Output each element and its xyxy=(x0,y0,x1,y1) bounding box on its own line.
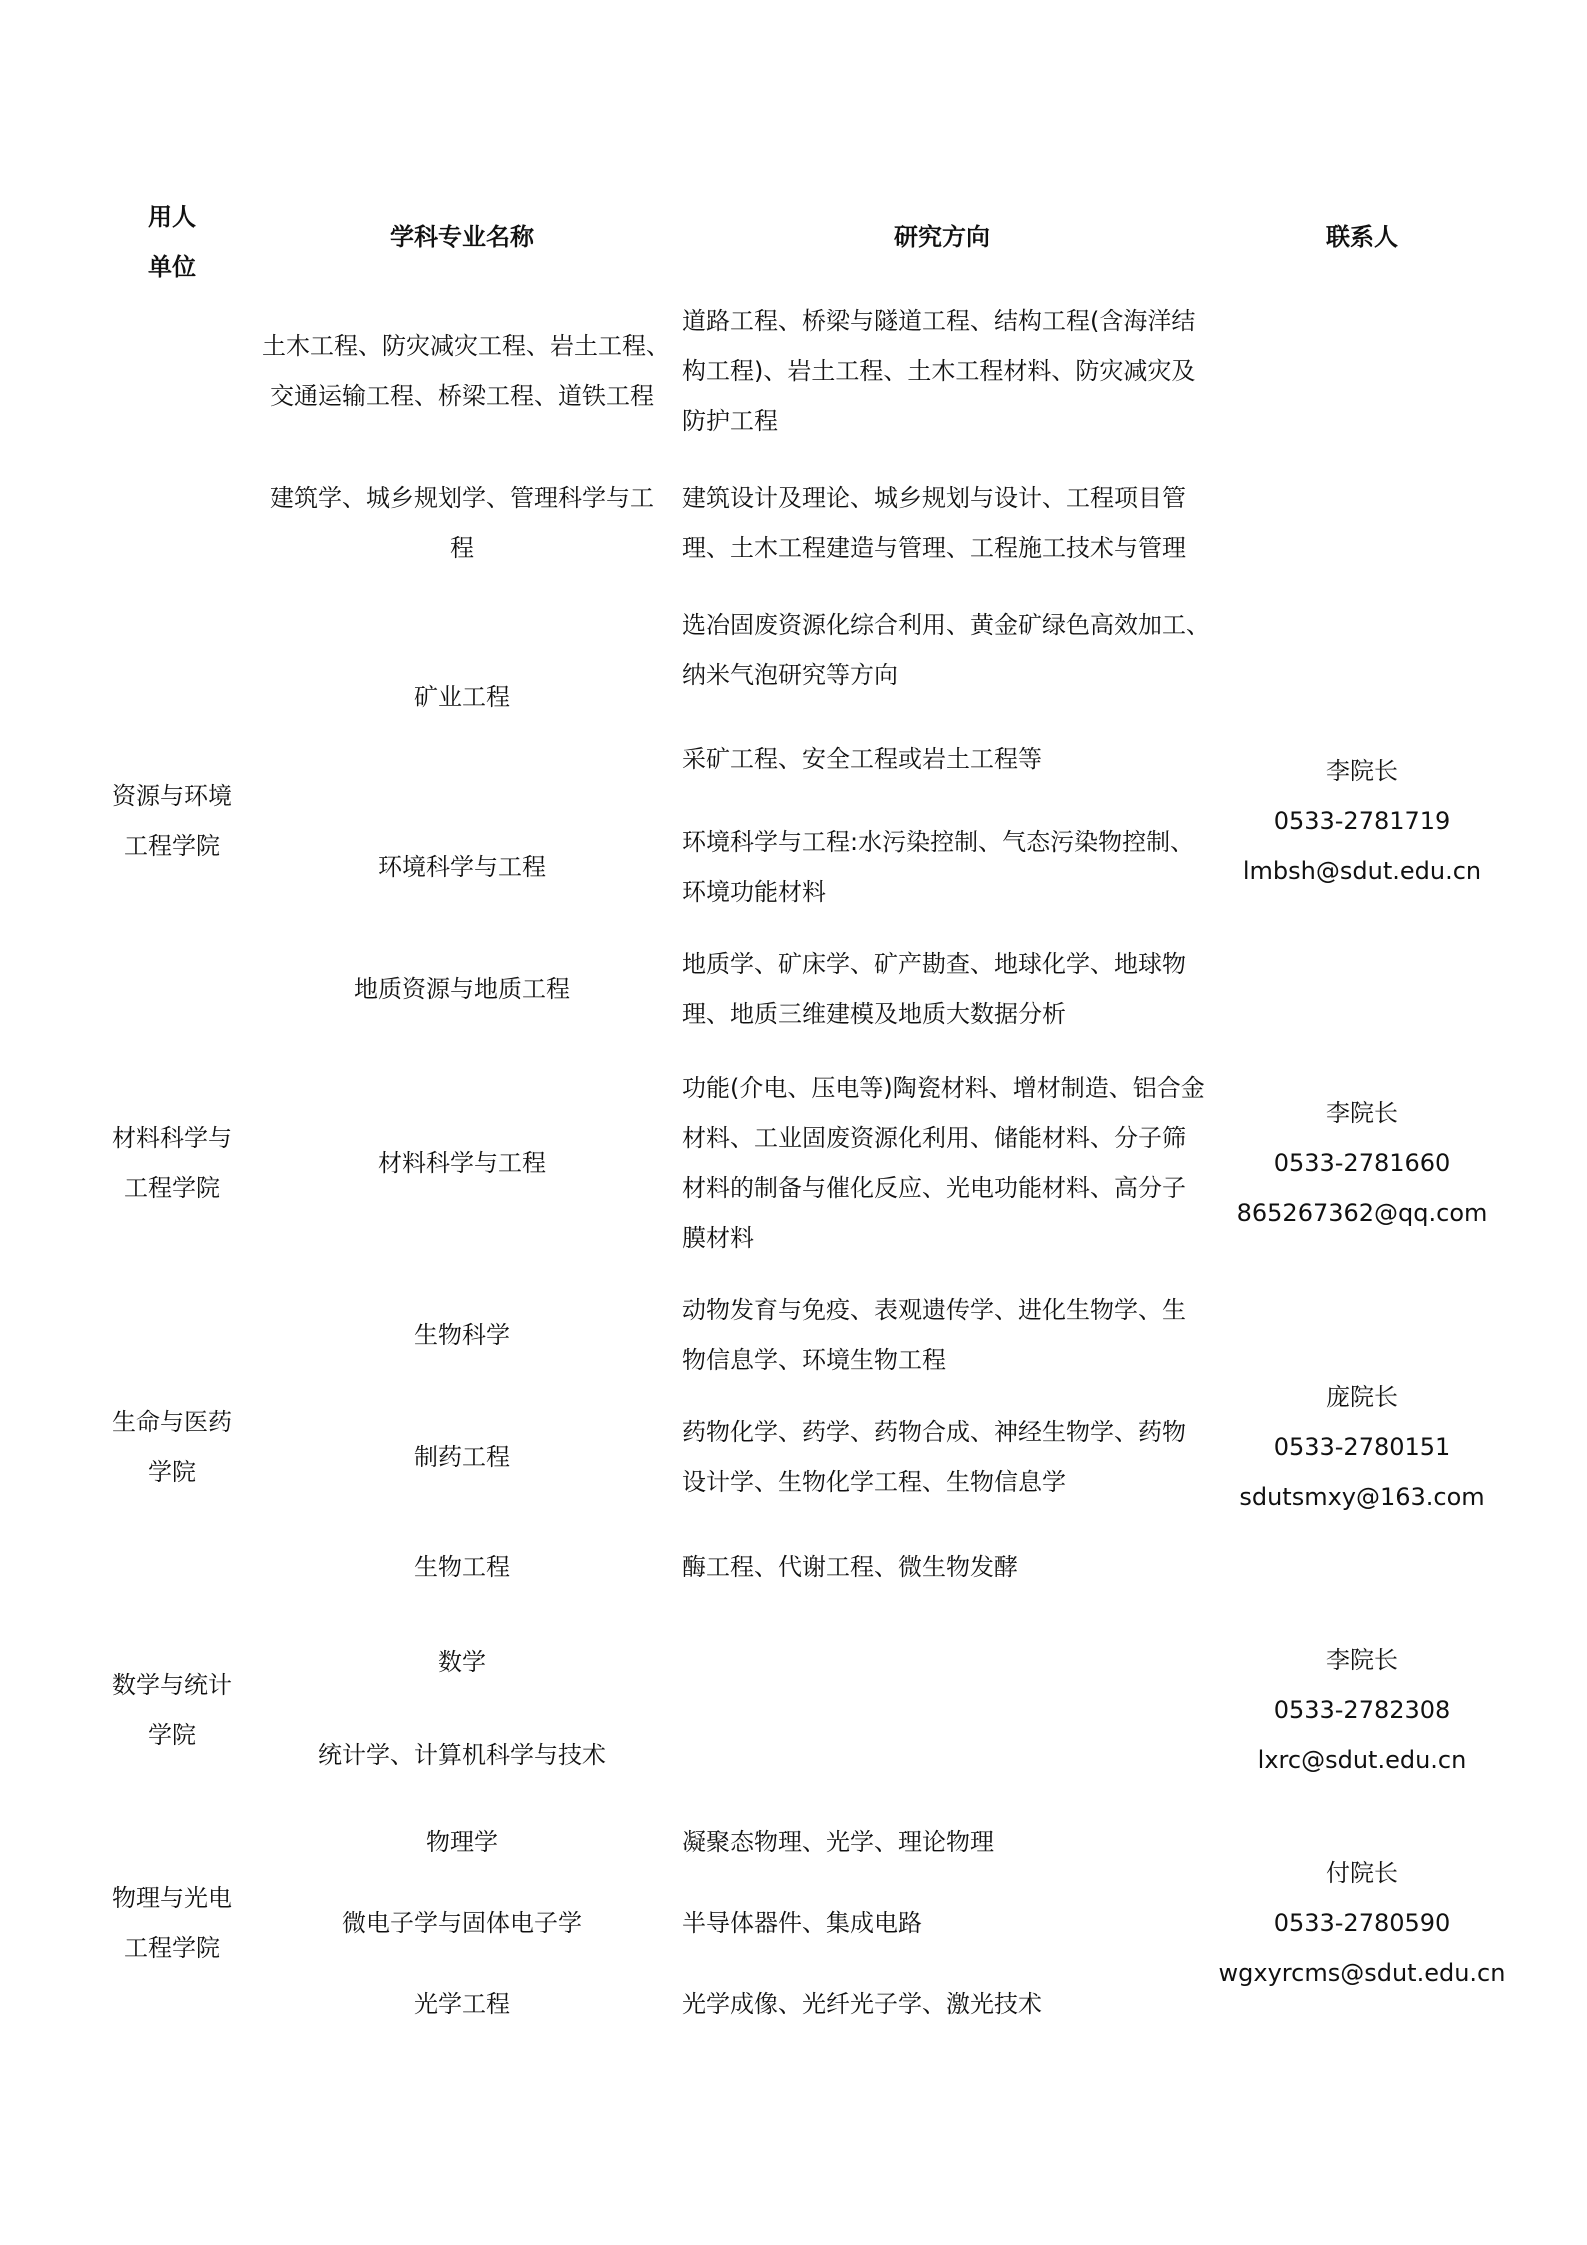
unit-physics: 物理与光电 工程学院 xyxy=(112,1884,232,1962)
major-math: 数学 xyxy=(438,1648,486,1676)
header-contact: 联系人 xyxy=(1326,223,1398,251)
major-civil: 土木工程、防灾减灾工程、岩土工程、 交通运输工程、桥梁工程、道铁工程 xyxy=(262,332,670,410)
direction-geology: 地质学、矿床学、矿产勘查、地球化学、地球物 理、地质三维建模及地质大数据分析 xyxy=(682,950,1186,1028)
major-geology: 地质资源与地质工程 xyxy=(354,975,570,1003)
direction-microelectronics: 半导体器件、集成电路 xyxy=(682,1909,922,1937)
direction-architecture: 建筑设计及理论、城乡规划与设计、工程项目管 理、土木工程建造与管理、工程施工技术与管理 xyxy=(682,484,1186,562)
contact-email: 865267362@qq.com xyxy=(1236,1199,1488,1227)
contact-name: 庞院长 xyxy=(1326,1383,1398,1411)
contact-phone: 0533-2780151 xyxy=(1273,1433,1451,1461)
unit-materials: 材料科学与 工程学院 xyxy=(112,1124,232,1202)
major-physics: 物理学 xyxy=(426,1828,498,1856)
contact-physics xyxy=(1212,1848,1512,1998)
major-microelectronics: 微电子学与固体电子学 xyxy=(342,1909,582,1937)
contact-phone: 0533-2782308 xyxy=(1273,1696,1451,1724)
direction-environment: 环境科学与工程:水污染控制、气态污染物控制、 环境功能材料 xyxy=(682,828,1195,906)
header-direction: 研究方向 xyxy=(894,223,990,251)
direction-pharma: 药物化学、药学、药物合成、神经生物学、药物 设计学、生物化学工程、生物信息学 xyxy=(682,1418,1186,1496)
major-mining: 矿业工程 xyxy=(414,683,510,711)
contact-email: wgxyrcms@sdut.edu.cn xyxy=(1218,1959,1506,1987)
contact-phone: 0533-2780590 xyxy=(1273,1909,1451,1937)
contact-name: 李院长 xyxy=(1326,757,1398,785)
contact-phone: 0533-2781660 xyxy=(1273,1149,1451,1177)
contact-email: sdutsmxy@163.com xyxy=(1239,1483,1485,1511)
major-optics: 光学工程 xyxy=(414,1990,510,2018)
header-unit-line1: 用人 xyxy=(148,203,196,231)
major-environment: 环境科学与工程 xyxy=(378,853,546,881)
contact-life xyxy=(1212,1372,1512,1522)
contact-name: 李院长 xyxy=(1326,1099,1398,1127)
unit-life: 生命与医药 学院 xyxy=(112,1408,232,1486)
contact-resources xyxy=(1212,746,1512,896)
unit-math: 数学与统计 学院 xyxy=(112,1671,232,1749)
direction-materials: 功能(介电、压电等)陶瓷材料、增材制造、铝合金 材料、工业固废资源化利用、储能材料、分子筛 材料的制备与催化反应、光电功能材料、高分子 膜材料 xyxy=(682,1074,1205,1252)
direction-bioengineering: 酶工程、代谢工程、微生物发酵 xyxy=(682,1553,1018,1581)
direction-civil: 道路工程、桥梁与隧道工程、结构工程(含海洋结 构工程)、岩土工程、土木工程材料、防灾减灾及 防护工程 xyxy=(682,307,1196,435)
major-architecture: 建筑学、城乡规划学、管理科学与工 程 xyxy=(270,484,654,562)
unit-resources: 资源与环境 工程学院 xyxy=(112,782,232,860)
contact-math xyxy=(1212,1635,1512,1785)
contact-materials xyxy=(1212,1088,1512,1238)
header-unit-line2: 单位 xyxy=(148,253,196,281)
major-bioscience: 生物科学 xyxy=(414,1321,510,1349)
major-materials: 材料科学与工程 xyxy=(378,1149,546,1177)
direction-mining-b: 采矿工程、安全工程或岩土工程等 xyxy=(682,745,1042,773)
direction-mining-a: 选冶固废资源化综合利用、黄金矿绿色高效加工、 纳米气泡研究等方向 xyxy=(682,611,1210,689)
major-pharma: 制药工程 xyxy=(414,1443,510,1471)
direction-bioscience: 动物发育与免疫、表观遗传学、进化生物学、生 物信息学、环境生物工程 xyxy=(682,1296,1186,1374)
major-statistics: 统计学、计算机科学与技术 xyxy=(318,1741,606,1769)
direction-physics: 凝聚态物理、光学、理论物理 xyxy=(682,1828,994,1856)
contact-name: 付院长 xyxy=(1326,1859,1398,1887)
major-bioengineering: 生物工程 xyxy=(414,1553,510,1581)
contact-name: 李院长 xyxy=(1326,1646,1398,1674)
header-unit xyxy=(112,192,232,292)
header-major: 学科专业名称 xyxy=(390,223,534,251)
direction-optics: 光学成像、光纤光子学、激光技术 xyxy=(682,1990,1042,2018)
contact-email: lxrc@sdut.edu.cn xyxy=(1257,1746,1467,1774)
contact-phone: 0533-2781719 xyxy=(1273,807,1451,835)
contact-email: lmbsh@sdut.edu.cn xyxy=(1242,857,1482,885)
